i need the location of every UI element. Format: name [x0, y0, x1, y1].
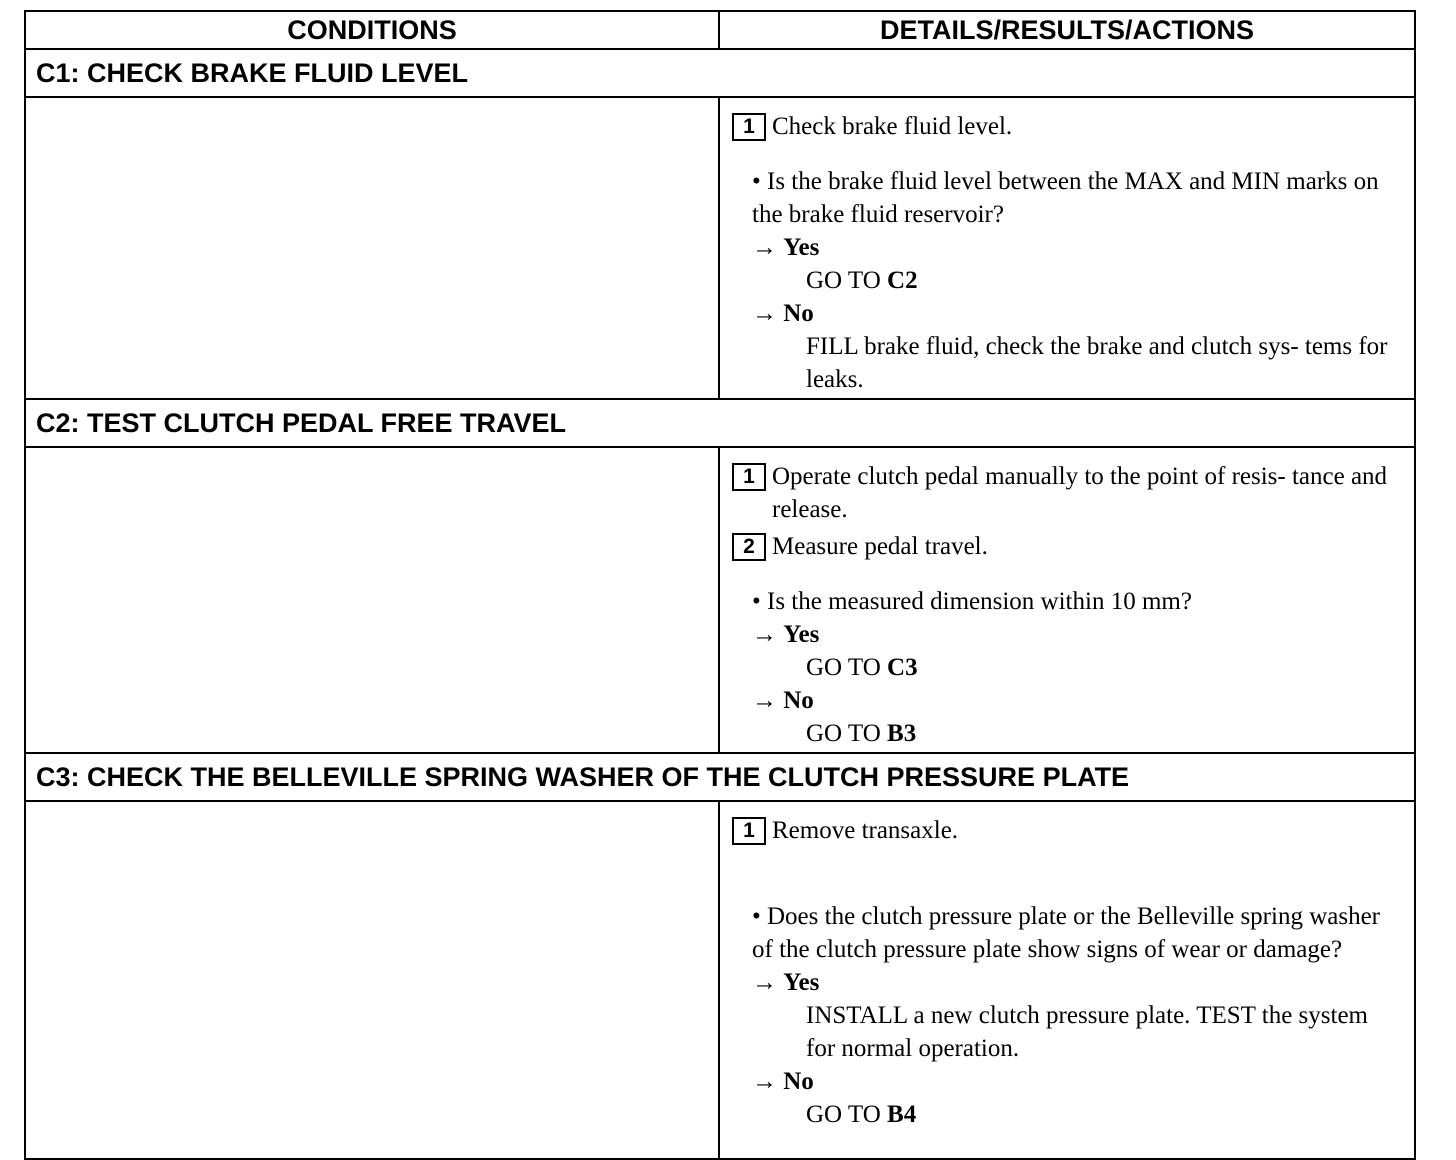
- c3-yes-label: Yes: [783, 969, 820, 996]
- c1-step-1: [732, 110, 1400, 143]
- c3-yes: [732, 966, 1400, 999]
- c1-conditions-cell: [25, 97, 719, 399]
- c1-yes-label: Yes: [783, 234, 820, 261]
- arrow-icon: →: [752, 621, 777, 648]
- c2-step-1-text: Operate clutch pedal manually to the point of resis- tance and release.: [772, 463, 1388, 523]
- section-c2-title: C2: TEST CLUTCH PEDAL FREE TRAVEL: [25, 399, 1415, 447]
- c3-no-result: GO TO B4: [806, 1101, 917, 1128]
- conditions-header: CONDITIONS: [25, 11, 719, 49]
- arrow-icon: →: [752, 1068, 777, 1095]
- arrow-icon: →: [752, 300, 777, 327]
- c2-conditions-cell: [25, 447, 719, 753]
- c1-yes-result: GO TO C2: [806, 267, 918, 294]
- c3-details-cell: [719, 801, 1415, 1159]
- c1-no-label: No: [783, 300, 814, 327]
- section-c1-title: C1: CHECK BRAKE FLUID LEVEL: [25, 49, 1415, 97]
- c2-no-label: No: [783, 687, 814, 714]
- c2-no-result: GO TO B3: [806, 720, 917, 747]
- arrow-icon: →: [752, 969, 777, 996]
- section-c2-body: [25, 447, 1415, 753]
- c2-details-cell: [719, 447, 1415, 753]
- section-c3-body: [25, 801, 1415, 1159]
- section-c1-row: [25, 49, 1415, 97]
- arrow-icon: →: [752, 687, 777, 714]
- c1-step-1-text: Check brake fluid level.: [772, 113, 1013, 140]
- c3-step-1-text: Remove transaxle.: [772, 817, 959, 844]
- c3-step-1-number: 1: [732, 817, 766, 845]
- c2-question: • Is the measured dimension within 10 mm?: [752, 588, 1192, 615]
- c1-no: [732, 297, 1400, 330]
- header-row: [25, 11, 1415, 49]
- c1-no-result: FILL brake fluid, check the brake and clutch sys- tems for leaks.: [806, 333, 1388, 393]
- c1-details-cell: [719, 97, 1415, 399]
- c2-yes-label: Yes: [783, 621, 820, 648]
- diagnostic-table: [24, 10, 1416, 1160]
- c1-step-1-number: 1: [732, 113, 766, 141]
- c3-no-label: No: [783, 1068, 814, 1095]
- arrow-icon: →: [752, 234, 777, 261]
- c3-yes-result: INSTALL a new clutch pressure plate. TEST the system for normal operation.: [806, 1002, 1368, 1062]
- c3-question: • Does the clutch pressure plate or the Belleville spring washer of the clutch pressure plate show signs of wear or damage?: [752, 903, 1381, 963]
- details-header: DETAILS/RESULTS/ACTIONS: [719, 11, 1415, 49]
- c2-step-2: [732, 530, 1400, 563]
- c2-step-2-text: Measure pedal travel.: [772, 533, 988, 560]
- c2-step-2-number: 2: [732, 533, 766, 561]
- c3-conditions-cell: [25, 801, 719, 1159]
- c3-no: [732, 1065, 1400, 1098]
- c2-yes-target: C3: [887, 654, 918, 681]
- section-c3-row: [25, 753, 1415, 801]
- c1-yes: [732, 231, 1400, 264]
- c2-yes: [732, 618, 1400, 651]
- c1-question: • Is the brake fluid level between the MAX and MIN marks on the brake fluid reservoir?: [752, 168, 1379, 228]
- c2-no: [732, 684, 1400, 717]
- c2-no-target: B3: [887, 720, 917, 747]
- c1-yes-target: C2: [887, 267, 918, 294]
- c3-no-target: B4: [887, 1101, 917, 1128]
- section-c2-row: [25, 399, 1415, 447]
- section-c1-body: [25, 97, 1415, 399]
- c2-step-1: [732, 460, 1400, 526]
- c3-step-1: [732, 814, 1400, 847]
- c2-yes-result: GO TO C3: [806, 654, 918, 681]
- c2-step-1-number: 1: [732, 463, 766, 491]
- section-c3-title: C3: CHECK THE BELLEVILLE SPRING WASHER OF THE CLUTCH PRESSURE PLATE: [25, 753, 1415, 801]
